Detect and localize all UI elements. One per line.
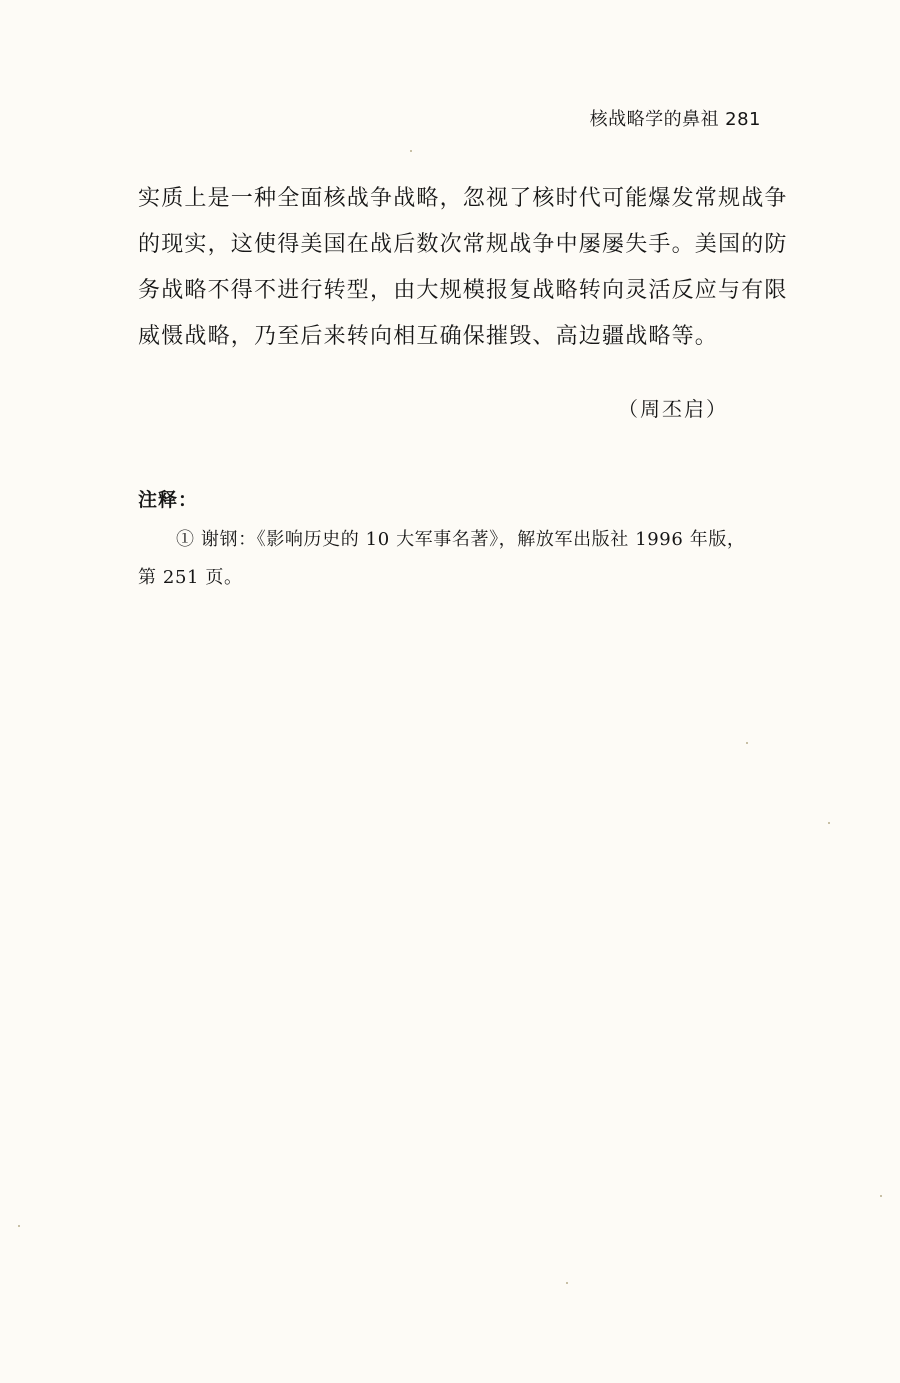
footnote — [138, 521, 778, 597]
footnote-line: 第 251 页。 — [138, 567, 243, 588]
page-number: 281 — [725, 109, 761, 130]
paper-speck — [828, 822, 830, 824]
paper-speck — [18, 1225, 20, 1227]
footnote-line: ① 谢钢：《影响历史的 10 大军事名著》，解放军出版社 1996 年版， — [176, 529, 746, 550]
paper-speck — [880, 1195, 882, 1197]
body-line: 威慑战略，乃至后来转向相互确保摧毁、高边疆战略等。 — [138, 324, 719, 349]
body-line: 的现实，这使得美国在战后数次常规战争中屡屡失手。美国的防 — [138, 232, 788, 257]
body-line: 实质上是一种全面核战争战略，忽视了核时代可能爆发常规战争 — [138, 186, 788, 211]
body-line: 务战略不得不进行转型，由大规模报复战略转向灵活反应与有限 — [138, 278, 788, 303]
running-title: 核战略学的鼻祖 — [589, 109, 720, 130]
paper-speck — [410, 150, 412, 152]
paper-speck — [746, 742, 748, 744]
running-header — [590, 105, 761, 131]
body-paragraph — [138, 176, 788, 360]
paper-speck — [566, 1282, 568, 1284]
notes-heading: 注释： — [138, 489, 199, 511]
author-signature: （周丕启） — [618, 397, 728, 421]
